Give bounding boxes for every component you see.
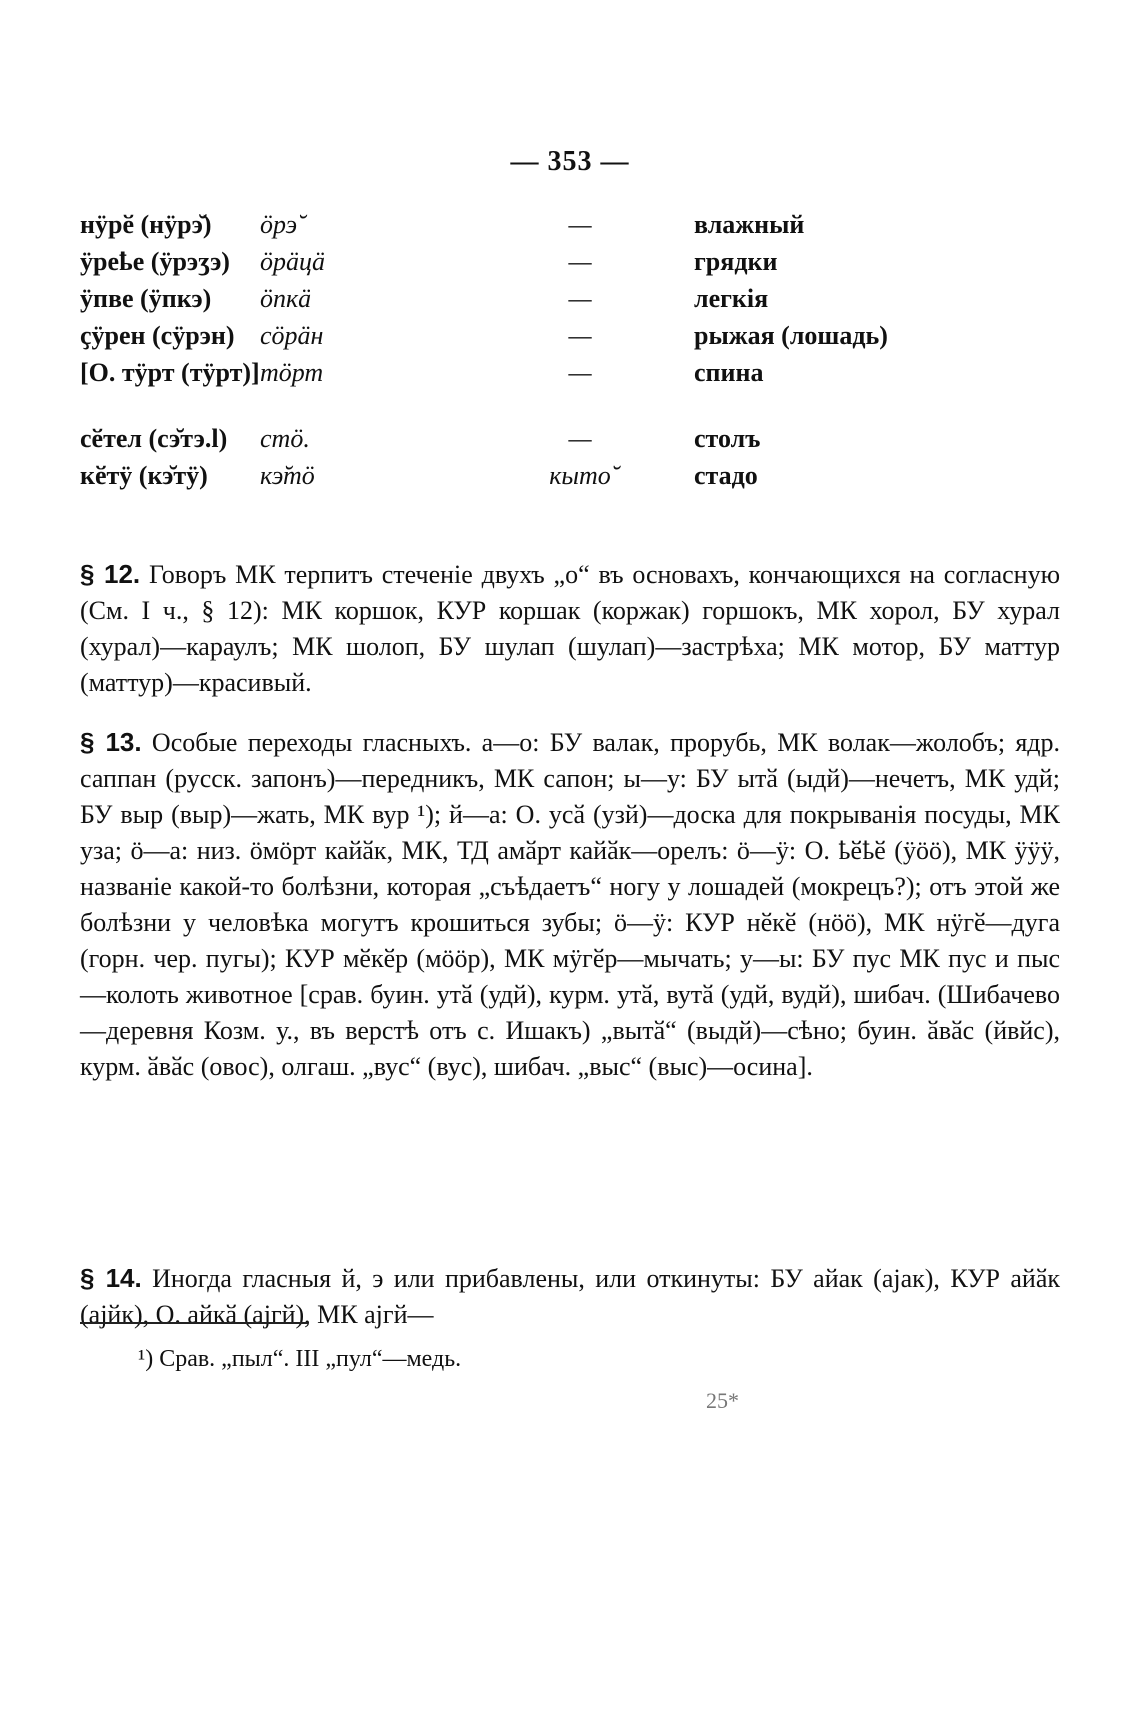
word-variant: кыто̆ — [549, 461, 611, 490]
word-variant: — — [568, 210, 592, 239]
word-variant: — — [568, 424, 592, 453]
word-meaning: легкія — [694, 284, 769, 313]
word-meaning: спина — [694, 358, 764, 387]
section-text: Говоръ МК терпитъ стеченіе двухъ „о“ въ основахъ, кончающихся на согласную (См. I ч., § 12): МК коршок, КУР коршак (коржак) горшокъ, МК хорол, БУ хурал (хурал)—караулъ; МК шолоп, БУ шулап (шулап)—застрѣха; МК мотор, БУ маттур (маттур)—красивый. — [80, 560, 1061, 697]
word-meaning: рыжая (лошадь) — [694, 321, 888, 350]
word-row — [80, 461, 1080, 498]
word-transcription: кэ̆тӧ — [260, 461, 315, 490]
word-row — [80, 358, 1080, 424]
section-number: § 13. — [80, 727, 142, 757]
word-transcription: стӧ. — [260, 424, 310, 453]
word-form: сӗтел (сэ̆тэ.l) — [80, 424, 228, 453]
word-list — [80, 210, 1080, 498]
word-row — [80, 210, 1080, 247]
word-transcription: ӧрäцä — [260, 247, 325, 276]
word-meaning: влажный — [694, 210, 805, 239]
word-variant: — — [568, 358, 592, 387]
word-form: ҫӱрен (сӱрэн) — [80, 321, 235, 350]
footnote-divider — [80, 1322, 308, 1324]
word-meaning: столъ — [694, 424, 761, 453]
section-13-paragraph — [80, 724, 1060, 1238]
word-row — [80, 424, 1080, 461]
word-form: [О. тӱрт (тӱрт)] — [80, 358, 260, 387]
section-text: Особые переходы гласныхъ. а—о: БУ валак, прорубь, МК волак—жолобъ; ядр. саппан (русск. запонъ)—передникъ, МК сапон; ы—у: БУ ытӑ (ыдй)—нечетъ, МК удй; БУ выр (выр)—жать, МК вур ¹); й—а: О. усӑ (узй)—доска для покрыванія посуды, МК уза; ӧ—а: низ. ӧмӧрт кайӑк, МК, ТД амӑрт кайӑк—орелъ: ӧ—ӱ: О. ҍӗҍӗ (ӱӧӧ), МК ӱӱӱ, названіе какой-то болѣзни, которая „съѣдаетъ“ ногу у лошадей (мокрецъ?); отъ этой же болѣзни у человѣка могутъ крошиться зубы; ӧ—ӱ: КУР нӗкӗ (нӧӧ), МК нӱгӗ—дуга (горн. чер. пугы); КУР мӗкӗр (мӧӧр), МК мӱгӗр—мычать; у—ы: БУ пус МК пус и пыс—колоть животное [срав. буин. утӑ (удй), курм. утӑ, вутӑ (удй, вудй), шибач. (Шибачево—деревня Козм. у., въ верстѣ отъ с. Ишакъ) „вытӑ“ (выдй)—сѣно; буин. ӑвӑс (йвйс), курм. ӑвӑс (овос), олгаш. „вус“ (вус), шибач. „выс“ (выс)—осина]. — [80, 728, 1061, 1081]
word-meaning: стадо — [694, 461, 758, 490]
word-variant: — — [568, 321, 592, 350]
page-number: — 353 — — [510, 146, 630, 177]
word-row — [80, 321, 1080, 358]
signature-mark: 25* — [706, 1388, 739, 1413]
word-row — [80, 284, 1080, 321]
word-form: кӗтӱ (кэ̆тӱ) — [80, 461, 208, 490]
word-form: нӱрӗ (нӱрэ̆) — [80, 210, 212, 239]
section-text: Иногда гласныя й, э или прибавлены, или откинуты: БУ айак (ајак), КУР айӑк (ајйк), О. айкӑ (ајгй), МК ајгй— — [80, 1264, 1061, 1329]
section-number: § 12. — [80, 559, 141, 589]
word-transcription: тӧрт — [260, 358, 324, 387]
footnote: ¹) Срав. „пыл“. III „пул“—медь. — [138, 1346, 462, 1372]
word-variant: — — [568, 247, 592, 276]
section-12-paragraph — [80, 556, 1060, 708]
word-transcription: сӧрäн — [260, 321, 324, 350]
word-row — [80, 247, 1080, 284]
section-number: § 14. — [80, 1263, 142, 1293]
word-meaning: грядки — [694, 247, 778, 276]
word-transcription: ӧпкä — [260, 284, 312, 313]
word-variant: — — [568, 284, 592, 313]
word-transcription: ӧрэ̆ — [260, 210, 298, 239]
word-form: ӱпве (ӱпкэ) — [80, 284, 212, 313]
word-form: ӱреҍе (ӱрэʒэ) — [80, 247, 230, 276]
